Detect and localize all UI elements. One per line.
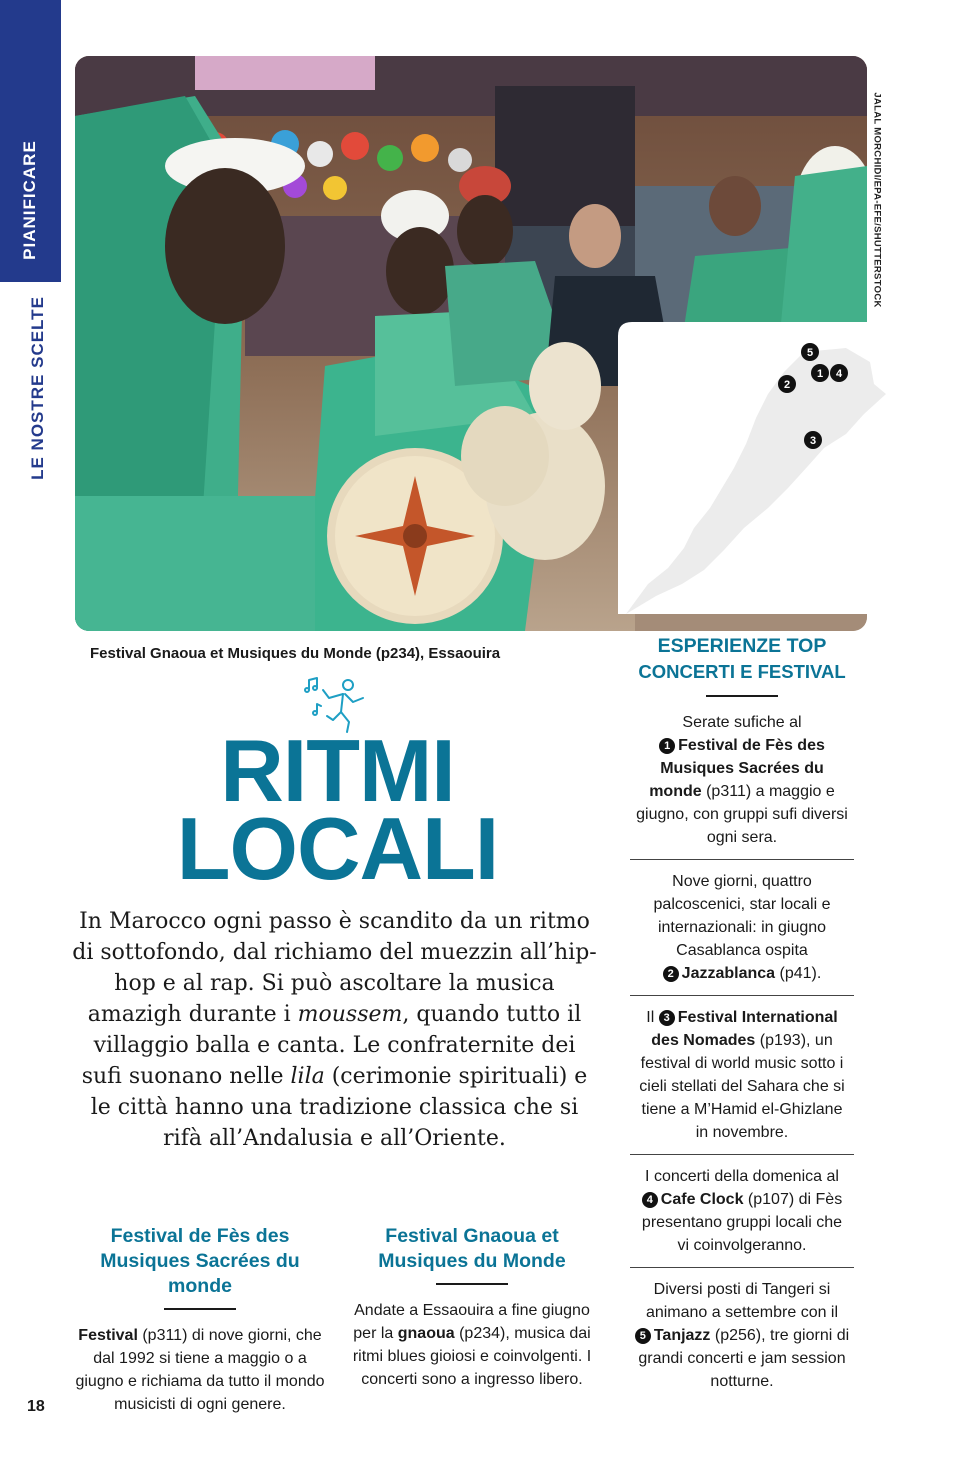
feature-gnaoua-post: (p234), musica dai ritmi blues gioiosi e coinvolgenti. I concerti sono a ingresso libero. xyxy=(352,1324,592,1388)
page-number: 18 xyxy=(27,1398,45,1415)
photo-credit: JALAL MORCHIDI/EPA-EFE/SHUTTERSTOCK xyxy=(871,92,883,308)
feature-fes-festival xyxy=(75,1224,325,1416)
number-badge: 4 xyxy=(642,1192,658,1208)
number-badge: 3 xyxy=(659,1010,675,1026)
number-badge: 2 xyxy=(663,966,679,982)
entry-text: (p311) a maggio e giugno, con gruppi sufi diversi ogni sera. xyxy=(636,782,848,846)
entry-text: I concerti della domenica al xyxy=(645,1167,839,1185)
map-marker-1 xyxy=(811,364,829,382)
map-marker-5 xyxy=(801,343,819,361)
section-tab-label: PIANIFICARE xyxy=(20,140,39,260)
entry-text: (p193), un festival di world music sotto i cieli stellati del Sahara che si tiene a M’Hamid el-Ghizlane in novembre. xyxy=(639,1031,845,1141)
svg-text:1: 1 xyxy=(816,368,824,380)
feature-gnaoua-text xyxy=(343,1299,601,1391)
feature-fes-text xyxy=(75,1324,325,1416)
morocco-map xyxy=(618,322,888,614)
intro-paragraph xyxy=(72,906,597,1154)
map-marker-2 xyxy=(778,375,796,393)
entry-name: Tanjazz xyxy=(653,1326,711,1344)
divider xyxy=(164,1308,236,1310)
entry-name: Jazzablanca xyxy=(681,964,776,982)
intro-text-1: In Marocco ogni passo è scandito da un ritmo di sottofondo, dal richiamo del muezzin all’hip-hop e al rap. Si può ascoltare la musica amazigh durante i xyxy=(72,909,597,1027)
feature-fes-heading: Festival de Fès des Musiques Sacrées du monde xyxy=(100,1225,300,1297)
title-line-2: LOCALI xyxy=(176,799,499,898)
entry-text: Serate sufiche al xyxy=(682,713,802,731)
intro-italic-lila: lila xyxy=(290,1064,325,1089)
intro-italic-moussem: moussem xyxy=(297,1002,403,1027)
entry-text: Nove giorni, quattro palcoscenici, star locali e internazionali: in giugno Casablanca ospita xyxy=(653,872,831,959)
section-tab xyxy=(0,0,61,282)
feature-gnaoua-pre: Andate a Essaouira a fine giugno per la xyxy=(353,1301,590,1342)
sidebar-entry-2 xyxy=(630,859,854,995)
feature-gnaoua-festival xyxy=(343,1224,601,1391)
number-badge: 1 xyxy=(659,738,675,754)
feature-gnaoua-heading: Festival Gnaoua et Musiques du Monde xyxy=(378,1225,566,1272)
sidebar-entry-3 xyxy=(630,995,854,1154)
entry-name: Festival International des Nomades xyxy=(651,1008,838,1049)
intro-text-2: , quando tutto il villaggio balla e canta. Le confraternite dei sufi suonano nelle xyxy=(81,1002,582,1089)
entry-text: (p41). xyxy=(775,964,822,982)
svg-text:4: 4 xyxy=(835,368,843,380)
map-marker-3 xyxy=(804,431,822,449)
svg-text:3: 3 xyxy=(809,435,817,447)
entry-name: Festival de Fès des Musiques Sacrées du monde xyxy=(649,736,825,800)
sidebar-heading: ESPERIENZE TOP xyxy=(657,635,827,657)
section-label: LE NOSTRE SCELTE xyxy=(28,296,47,480)
sidebar-subheading: CONCERTI E FESTIVAL xyxy=(638,661,846,682)
map-marker-4 xyxy=(830,364,848,382)
feature-fes-bold: Festival xyxy=(78,1326,138,1344)
title-line-1: RITMI xyxy=(220,721,455,820)
svg-text:2: 2 xyxy=(783,379,791,391)
sidebar-entry-4 xyxy=(630,1154,854,1267)
feature-gnaoua-bold: gnaoua xyxy=(397,1324,455,1342)
entry-name: Cafe Clock xyxy=(660,1190,744,1208)
page-title xyxy=(90,721,585,898)
divider xyxy=(706,695,778,697)
entry-text: (p256), tre giorni di grandi concerti e jam session notturne. xyxy=(638,1326,850,1390)
divider xyxy=(436,1283,508,1285)
top-experiences-sidebar xyxy=(630,634,854,1403)
feature-fes-body: (p311) di nove giorni, che dal 1992 si tiene a maggio o a giugno e richiama da tutto il mondo musicisti di ogni genere. xyxy=(75,1326,325,1413)
intro-text-3: (cerimonie spirituali) e le città hanno una tradizione classica che si rifà all’Andalusia e all’Oriente. xyxy=(90,1064,588,1151)
photo-caption: Festival Gnaoua et Musiques du Monde (p234), Essaouira xyxy=(90,645,501,662)
entry-text: Diversi posti di Tangeri si animano a settembre con il xyxy=(645,1280,839,1321)
entry-text: (p107) di Fès presentano gruppi locali che vi coinvolgeranno. xyxy=(641,1190,843,1254)
number-badge: 5 xyxy=(635,1328,651,1344)
entry-text: Il xyxy=(646,1008,655,1026)
sidebar-entry-5 xyxy=(630,1267,854,1403)
svg-text:5: 5 xyxy=(806,347,814,359)
sidebar-entry-1 xyxy=(630,711,854,859)
